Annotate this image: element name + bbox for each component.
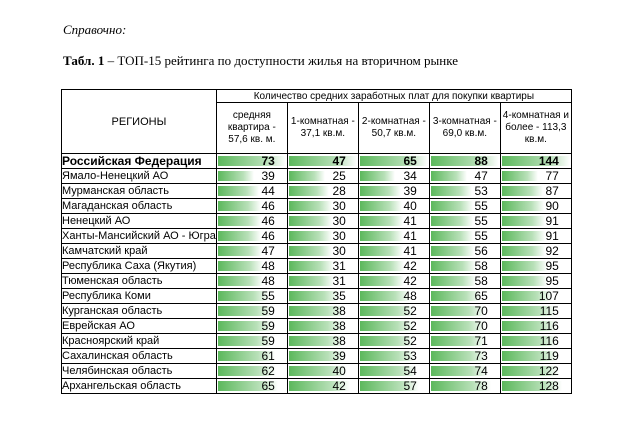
value-cell bbox=[500, 214, 571, 229]
data-bar bbox=[360, 231, 403, 241]
value-cell bbox=[429, 184, 500, 199]
value-label: 71 bbox=[474, 334, 488, 348]
data-bar bbox=[502, 276, 547, 286]
value-label: 52 bbox=[403, 304, 417, 318]
value-label: 30 bbox=[332, 229, 346, 243]
value-label: 92 bbox=[545, 244, 559, 258]
region-name: Мурманская область bbox=[62, 184, 217, 199]
value-label: 42 bbox=[403, 274, 417, 288]
value-label: 78 bbox=[474, 379, 488, 393]
region-name: Еврейская АО bbox=[62, 319, 217, 334]
value-cell bbox=[287, 379, 358, 394]
value-cell bbox=[358, 379, 429, 394]
value-label: 90 bbox=[545, 199, 559, 213]
region-name: Республика Коми bbox=[62, 289, 217, 304]
value-cell bbox=[358, 259, 429, 274]
value-label: 74 bbox=[474, 364, 488, 378]
value-label: 38 bbox=[332, 304, 346, 318]
value-label: 42 bbox=[403, 259, 417, 273]
region-name: Сахалинская область bbox=[62, 349, 217, 364]
region-name: Камчатский край bbox=[62, 244, 217, 259]
value-label: 38 bbox=[332, 334, 346, 348]
value-cell bbox=[500, 274, 571, 289]
value-label: 31 bbox=[332, 274, 346, 288]
table-row bbox=[62, 214, 572, 229]
value-label: 46 bbox=[261, 229, 275, 243]
value-cell bbox=[216, 259, 287, 274]
value-cell bbox=[358, 199, 429, 214]
region-name: Республика Саха (Якутия) bbox=[62, 259, 217, 274]
value-cell bbox=[358, 274, 429, 289]
data-bar bbox=[502, 171, 538, 181]
data-bar bbox=[431, 201, 474, 211]
value-cell bbox=[287, 154, 358, 169]
data-bar bbox=[360, 216, 403, 226]
value-cell bbox=[216, 289, 287, 304]
value-cell bbox=[287, 214, 358, 229]
value-cell bbox=[287, 304, 358, 319]
value-cell bbox=[429, 364, 500, 379]
value-label: 61 bbox=[261, 349, 275, 363]
table-row bbox=[62, 304, 572, 319]
value-label: 47 bbox=[474, 169, 488, 183]
value-cell bbox=[216, 229, 287, 244]
value-label: 59 bbox=[261, 319, 275, 333]
value-cell bbox=[500, 259, 571, 274]
value-label: 77 bbox=[545, 169, 559, 183]
rating-table bbox=[61, 89, 572, 394]
value-cell bbox=[216, 379, 287, 394]
value-label: 87 bbox=[545, 184, 559, 198]
data-bar bbox=[360, 186, 401, 196]
table-body bbox=[62, 154, 572, 394]
column-header: 2-комнатная - 50,7 кв.м. bbox=[358, 103, 429, 154]
data-bar bbox=[431, 246, 474, 256]
caption-text: – ТОП-15 рейтинга по доступности жилья на вторичном рынке bbox=[104, 53, 458, 68]
value-label: 65 bbox=[474, 289, 488, 303]
value-label: 38 bbox=[332, 319, 346, 333]
value-label: 62 bbox=[261, 364, 275, 378]
value-cell bbox=[358, 229, 429, 244]
value-label: 95 bbox=[545, 259, 559, 273]
table-row bbox=[62, 229, 572, 244]
data-bar bbox=[360, 171, 396, 181]
value-cell bbox=[358, 214, 429, 229]
value-cell bbox=[287, 259, 358, 274]
data-bar bbox=[431, 231, 474, 241]
value-cell bbox=[500, 169, 571, 184]
data-bar bbox=[431, 216, 474, 226]
value-label: 30 bbox=[332, 199, 346, 213]
region-name: Ненецкий АО bbox=[62, 214, 217, 229]
regions-header: РЕГИОНЫ bbox=[62, 90, 217, 154]
table-row bbox=[62, 334, 572, 349]
value-cell bbox=[500, 244, 571, 259]
value-cell bbox=[216, 304, 287, 319]
value-cell bbox=[429, 154, 500, 169]
value-label: 48 bbox=[261, 274, 275, 288]
column-header: 4-комнатная и более - 113,3 кв.м. bbox=[500, 103, 571, 154]
value-label: 144 bbox=[538, 154, 559, 168]
value-label: 58 bbox=[474, 259, 488, 273]
value-cell bbox=[500, 154, 571, 169]
value-cell bbox=[429, 349, 500, 364]
value-label: 57 bbox=[403, 379, 417, 393]
value-cell bbox=[358, 289, 429, 304]
value-label: 115 bbox=[539, 304, 559, 318]
value-label: 55 bbox=[474, 229, 488, 243]
value-label: 128 bbox=[538, 379, 559, 393]
value-label: 73 bbox=[261, 154, 275, 168]
column-header: 1-комнатная - 37,1 кв.м. bbox=[287, 103, 358, 154]
value-label: 58 bbox=[474, 274, 488, 288]
value-cell bbox=[429, 199, 500, 214]
data-bar bbox=[218, 201, 261, 211]
data-bar bbox=[502, 246, 545, 256]
data-bar bbox=[218, 261, 263, 271]
value-label: 39 bbox=[332, 349, 346, 363]
data-bar bbox=[502, 186, 543, 196]
group-header: Количество средних заработных плат для покупки квартиры bbox=[216, 90, 571, 103]
value-label: 47 bbox=[332, 154, 346, 168]
value-cell bbox=[287, 229, 358, 244]
value-cell bbox=[358, 319, 429, 334]
value-label: 48 bbox=[403, 289, 417, 303]
value-cell bbox=[429, 229, 500, 244]
region-name: Архангельская область bbox=[62, 379, 217, 394]
value-label: 119 bbox=[539, 349, 559, 363]
data-bar bbox=[289, 186, 330, 196]
value-label: 53 bbox=[403, 349, 417, 363]
value-cell bbox=[287, 184, 358, 199]
value-cell bbox=[500, 229, 571, 244]
table-row bbox=[62, 259, 572, 274]
data-bar bbox=[289, 276, 334, 286]
value-label: 116 bbox=[539, 334, 559, 348]
value-cell bbox=[358, 169, 429, 184]
data-bar bbox=[431, 186, 472, 196]
data-bar bbox=[360, 276, 404, 286]
value-label: 39 bbox=[261, 169, 275, 183]
data-bar bbox=[502, 261, 547, 271]
value-label: 91 bbox=[545, 229, 559, 243]
data-bar bbox=[289, 261, 334, 271]
value-cell bbox=[216, 334, 287, 349]
data-bar bbox=[218, 216, 261, 226]
data-bar bbox=[218, 231, 261, 241]
value-label: 28 bbox=[332, 184, 346, 198]
value-cell bbox=[358, 334, 429, 349]
data-bar bbox=[289, 201, 332, 211]
value-cell bbox=[216, 274, 287, 289]
value-label: 88 bbox=[474, 154, 488, 168]
value-label: 65 bbox=[403, 154, 417, 168]
value-cell bbox=[500, 184, 571, 199]
value-label: 40 bbox=[332, 364, 346, 378]
column-header: средняя квартира - 57,6 кв. м. bbox=[216, 103, 287, 154]
value-cell bbox=[287, 274, 358, 289]
value-cell bbox=[500, 349, 571, 364]
value-cell bbox=[358, 364, 429, 379]
value-label: 107 bbox=[538, 289, 559, 303]
value-cell bbox=[429, 244, 500, 259]
data-bar bbox=[289, 231, 332, 241]
value-cell bbox=[216, 364, 287, 379]
data-bar bbox=[289, 246, 332, 256]
data-bar bbox=[431, 276, 476, 286]
caption-label: Табл. 1 bbox=[63, 53, 105, 68]
data-bar bbox=[431, 171, 467, 181]
data-bar bbox=[431, 261, 476, 271]
value-label: 44 bbox=[261, 184, 275, 198]
value-cell bbox=[358, 349, 429, 364]
data-bar bbox=[289, 171, 325, 181]
value-label: 56 bbox=[474, 244, 488, 258]
value-cell bbox=[429, 274, 500, 289]
data-bar bbox=[218, 171, 254, 181]
value-label: 41 bbox=[403, 214, 417, 228]
value-cell bbox=[429, 334, 500, 349]
data-bar bbox=[360, 261, 404, 271]
value-cell bbox=[429, 169, 500, 184]
value-cell bbox=[500, 379, 571, 394]
value-cell bbox=[429, 289, 500, 304]
value-cell bbox=[500, 199, 571, 214]
value-label: 70 bbox=[474, 304, 488, 318]
value-label: 31 bbox=[332, 259, 346, 273]
value-cell bbox=[287, 349, 358, 364]
data-bar bbox=[360, 156, 428, 166]
data-bar bbox=[502, 156, 570, 166]
region-name: Магаданская область bbox=[62, 199, 217, 214]
data-bar bbox=[502, 231, 545, 241]
value-label: 25 bbox=[332, 169, 346, 183]
region-name: Тюменская область bbox=[62, 274, 217, 289]
value-label: 55 bbox=[261, 289, 275, 303]
value-cell bbox=[287, 364, 358, 379]
table-row bbox=[62, 199, 572, 214]
value-label: 122 bbox=[538, 364, 559, 378]
data-bar bbox=[218, 246, 262, 256]
value-label: 59 bbox=[261, 304, 275, 318]
value-label: 91 bbox=[545, 214, 559, 228]
region-name: Курганская область bbox=[62, 304, 217, 319]
data-bar bbox=[289, 156, 357, 166]
value-cell bbox=[216, 199, 287, 214]
region-name: Ханты-Мансийский АО - Югра bbox=[62, 230, 216, 242]
region-name: Челябинская область bbox=[62, 364, 217, 379]
value-cell bbox=[358, 154, 429, 169]
value-label: 55 bbox=[474, 199, 488, 213]
value-label: 35 bbox=[332, 289, 346, 303]
value-label: 46 bbox=[261, 199, 275, 213]
value-label: 70 bbox=[474, 319, 488, 333]
value-cell bbox=[429, 304, 500, 319]
value-cell bbox=[429, 319, 500, 334]
value-cell bbox=[500, 364, 571, 379]
value-label: 42 bbox=[332, 379, 346, 393]
value-cell bbox=[500, 334, 571, 349]
data-bar bbox=[502, 201, 545, 211]
table-row bbox=[62, 379, 572, 394]
value-label: 30 bbox=[332, 214, 346, 228]
value-cell bbox=[358, 244, 429, 259]
table-caption bbox=[63, 53, 458, 69]
value-label: 59 bbox=[261, 334, 275, 348]
value-cell bbox=[500, 304, 571, 319]
value-label: 40 bbox=[403, 199, 417, 213]
value-label: 73 bbox=[474, 349, 488, 363]
value-cell bbox=[429, 214, 500, 229]
data-bar bbox=[431, 156, 499, 166]
note-text: Справочно: bbox=[63, 22, 127, 37]
value-cell bbox=[216, 184, 287, 199]
value-cell bbox=[216, 349, 287, 364]
value-label: 48 bbox=[261, 259, 275, 273]
value-cell bbox=[287, 319, 358, 334]
value-label: 116 bbox=[539, 319, 559, 333]
value-cell bbox=[287, 199, 358, 214]
value-label: 34 bbox=[403, 169, 417, 183]
value-cell bbox=[287, 169, 358, 184]
value-cell bbox=[216, 169, 287, 184]
value-label: 46 bbox=[261, 214, 275, 228]
value-cell bbox=[429, 379, 500, 394]
region-name: Российская Федерация bbox=[62, 154, 217, 169]
table-row bbox=[62, 184, 572, 199]
table-row bbox=[62, 274, 572, 289]
table-row bbox=[62, 364, 572, 379]
value-cell bbox=[500, 289, 571, 304]
table-row bbox=[62, 319, 572, 334]
value-cell bbox=[287, 334, 358, 349]
value-label: 54 bbox=[403, 364, 417, 378]
value-label: 41 bbox=[403, 229, 417, 243]
table-row bbox=[62, 154, 572, 169]
value-label: 55 bbox=[474, 214, 488, 228]
value-label: 47 bbox=[261, 244, 275, 258]
value-label: 65 bbox=[261, 379, 275, 393]
value-cell bbox=[429, 259, 500, 274]
column-header: 3-комнатная - 69,0 кв.м. bbox=[429, 103, 500, 154]
value-cell bbox=[358, 184, 429, 199]
value-label: 52 bbox=[403, 319, 417, 333]
value-label: 95 bbox=[545, 274, 559, 288]
data-bar bbox=[360, 201, 402, 211]
value-cell bbox=[500, 319, 571, 334]
table-row bbox=[62, 289, 572, 304]
data-bar bbox=[360, 246, 403, 256]
data-bar bbox=[289, 216, 332, 226]
value-cell bbox=[216, 319, 287, 334]
region-name: Ямало-Ненецкий АО bbox=[62, 169, 217, 184]
value-label: 39 bbox=[403, 184, 417, 198]
value-cell bbox=[216, 244, 287, 259]
value-cell bbox=[287, 244, 358, 259]
value-label: 41 bbox=[403, 244, 417, 258]
table-row bbox=[62, 349, 572, 364]
data-bar bbox=[218, 156, 286, 166]
data-bar bbox=[502, 216, 545, 226]
value-cell bbox=[358, 304, 429, 319]
value-label: 53 bbox=[474, 184, 488, 198]
table-row bbox=[62, 244, 572, 259]
value-cell bbox=[216, 214, 287, 229]
value-cell bbox=[287, 289, 358, 304]
value-label: 30 bbox=[332, 244, 346, 258]
data-bar bbox=[218, 276, 263, 286]
region-name: Красноярский край bbox=[62, 334, 217, 349]
value-cell bbox=[216, 154, 287, 169]
value-label: 52 bbox=[403, 334, 417, 348]
data-bar bbox=[218, 186, 259, 196]
table-row bbox=[62, 169, 572, 184]
